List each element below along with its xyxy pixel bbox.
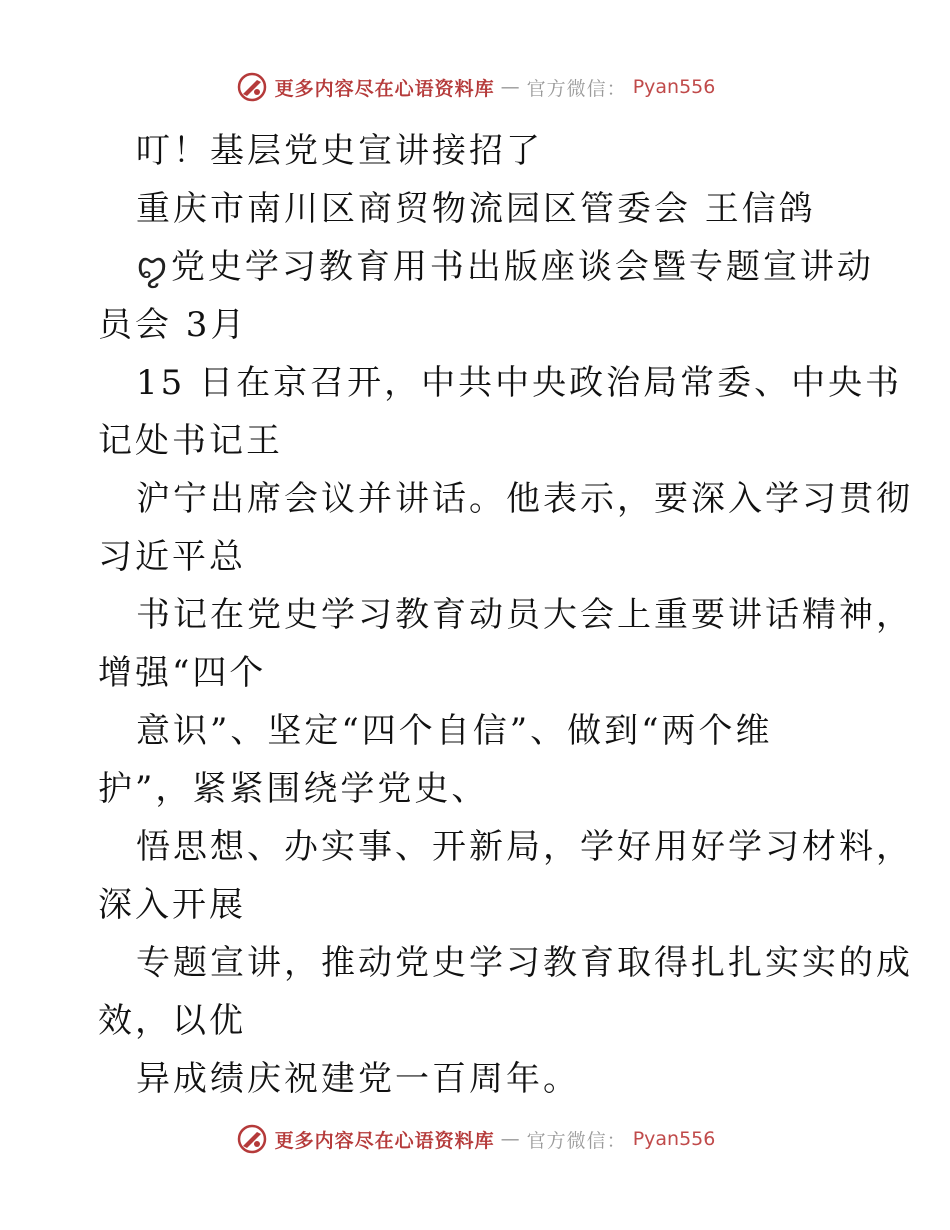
watermark-id: Pyan556	[632, 1128, 716, 1150]
text-line	[98, 934, 913, 992]
watermark-dash: —	[500, 1128, 521, 1150]
text-line	[98, 296, 858, 354]
text-line	[98, 412, 858, 470]
document-body	[98, 122, 913, 1108]
text-line	[98, 818, 913, 876]
text-line-content: 效，以优	[98, 1001, 246, 1041]
watermark-text: 更多内容尽在心语资料库	[274, 77, 495, 100]
text-line	[98, 470, 913, 528]
text-line-content: 专题宣讲，推动党史学习教育取得扎扎实实的成	[136, 943, 913, 983]
text-line-content: 增强“四个	[98, 653, 267, 693]
bullet-glyph: ꨄ	[136, 247, 171, 287]
watermark-official: 官方微信：	[526, 1129, 627, 1152]
text-line-content: 沪宁出席会议并讲话。他表示，要深入学习贯彻	[136, 479, 913, 519]
watermark-footer	[0, 1122, 950, 1156]
logo-icon	[235, 70, 269, 104]
text-line	[98, 760, 858, 818]
text-line	[98, 702, 858, 760]
text-line	[98, 586, 913, 644]
text-line	[98, 354, 903, 412]
text-line-content: 叮！基层党史宣讲接招了	[136, 131, 543, 171]
text-line-content: 记处书记王	[98, 421, 283, 461]
watermark-header	[0, 70, 950, 104]
watermark-official: 官方微信：	[526, 77, 627, 100]
text-line-content: 意识”、坚定“四个自信”、做到“两个维	[136, 711, 773, 751]
text-line	[98, 876, 858, 934]
text-line	[98, 238, 874, 296]
text-line	[98, 180, 858, 238]
text-line-content: 15 日在京召开，中共中央政治局常委、中央书	[136, 363, 903, 403]
text-line-content: 员会 3月	[98, 305, 248, 345]
text-line	[98, 644, 858, 702]
text-line	[98, 528, 858, 586]
text-line	[98, 122, 858, 180]
watermark-dash: —	[500, 76, 521, 98]
text-line-content: 书记在党史学习教育动员大会上重要讲话精神，	[136, 595, 913, 635]
logo-icon	[235, 1122, 269, 1156]
text-line-content: 护”，紧紧围绕学党史、	[98, 769, 489, 809]
text-line-content: 悟思想、办实事、开新局，学好用好学习材料，	[136, 827, 913, 867]
text-line-content: 党史学习教育用书出版座谈会暨专题宣讲动	[170, 247, 874, 287]
watermark-text: 更多内容尽在心语资料库	[274, 1129, 495, 1152]
text-line	[98, 992, 858, 1050]
text-line-content: 习近平总	[98, 537, 246, 577]
text-line-content: 深入开展	[98, 885, 246, 925]
text-line	[98, 1050, 858, 1108]
text-line-content: 重庆市南川区商贸物流园区管委会 王信鸽	[136, 189, 816, 229]
text-line-content: 异成绩庆祝建党一百周年。	[136, 1059, 580, 1099]
watermark-id: Pyan556	[632, 76, 716, 98]
